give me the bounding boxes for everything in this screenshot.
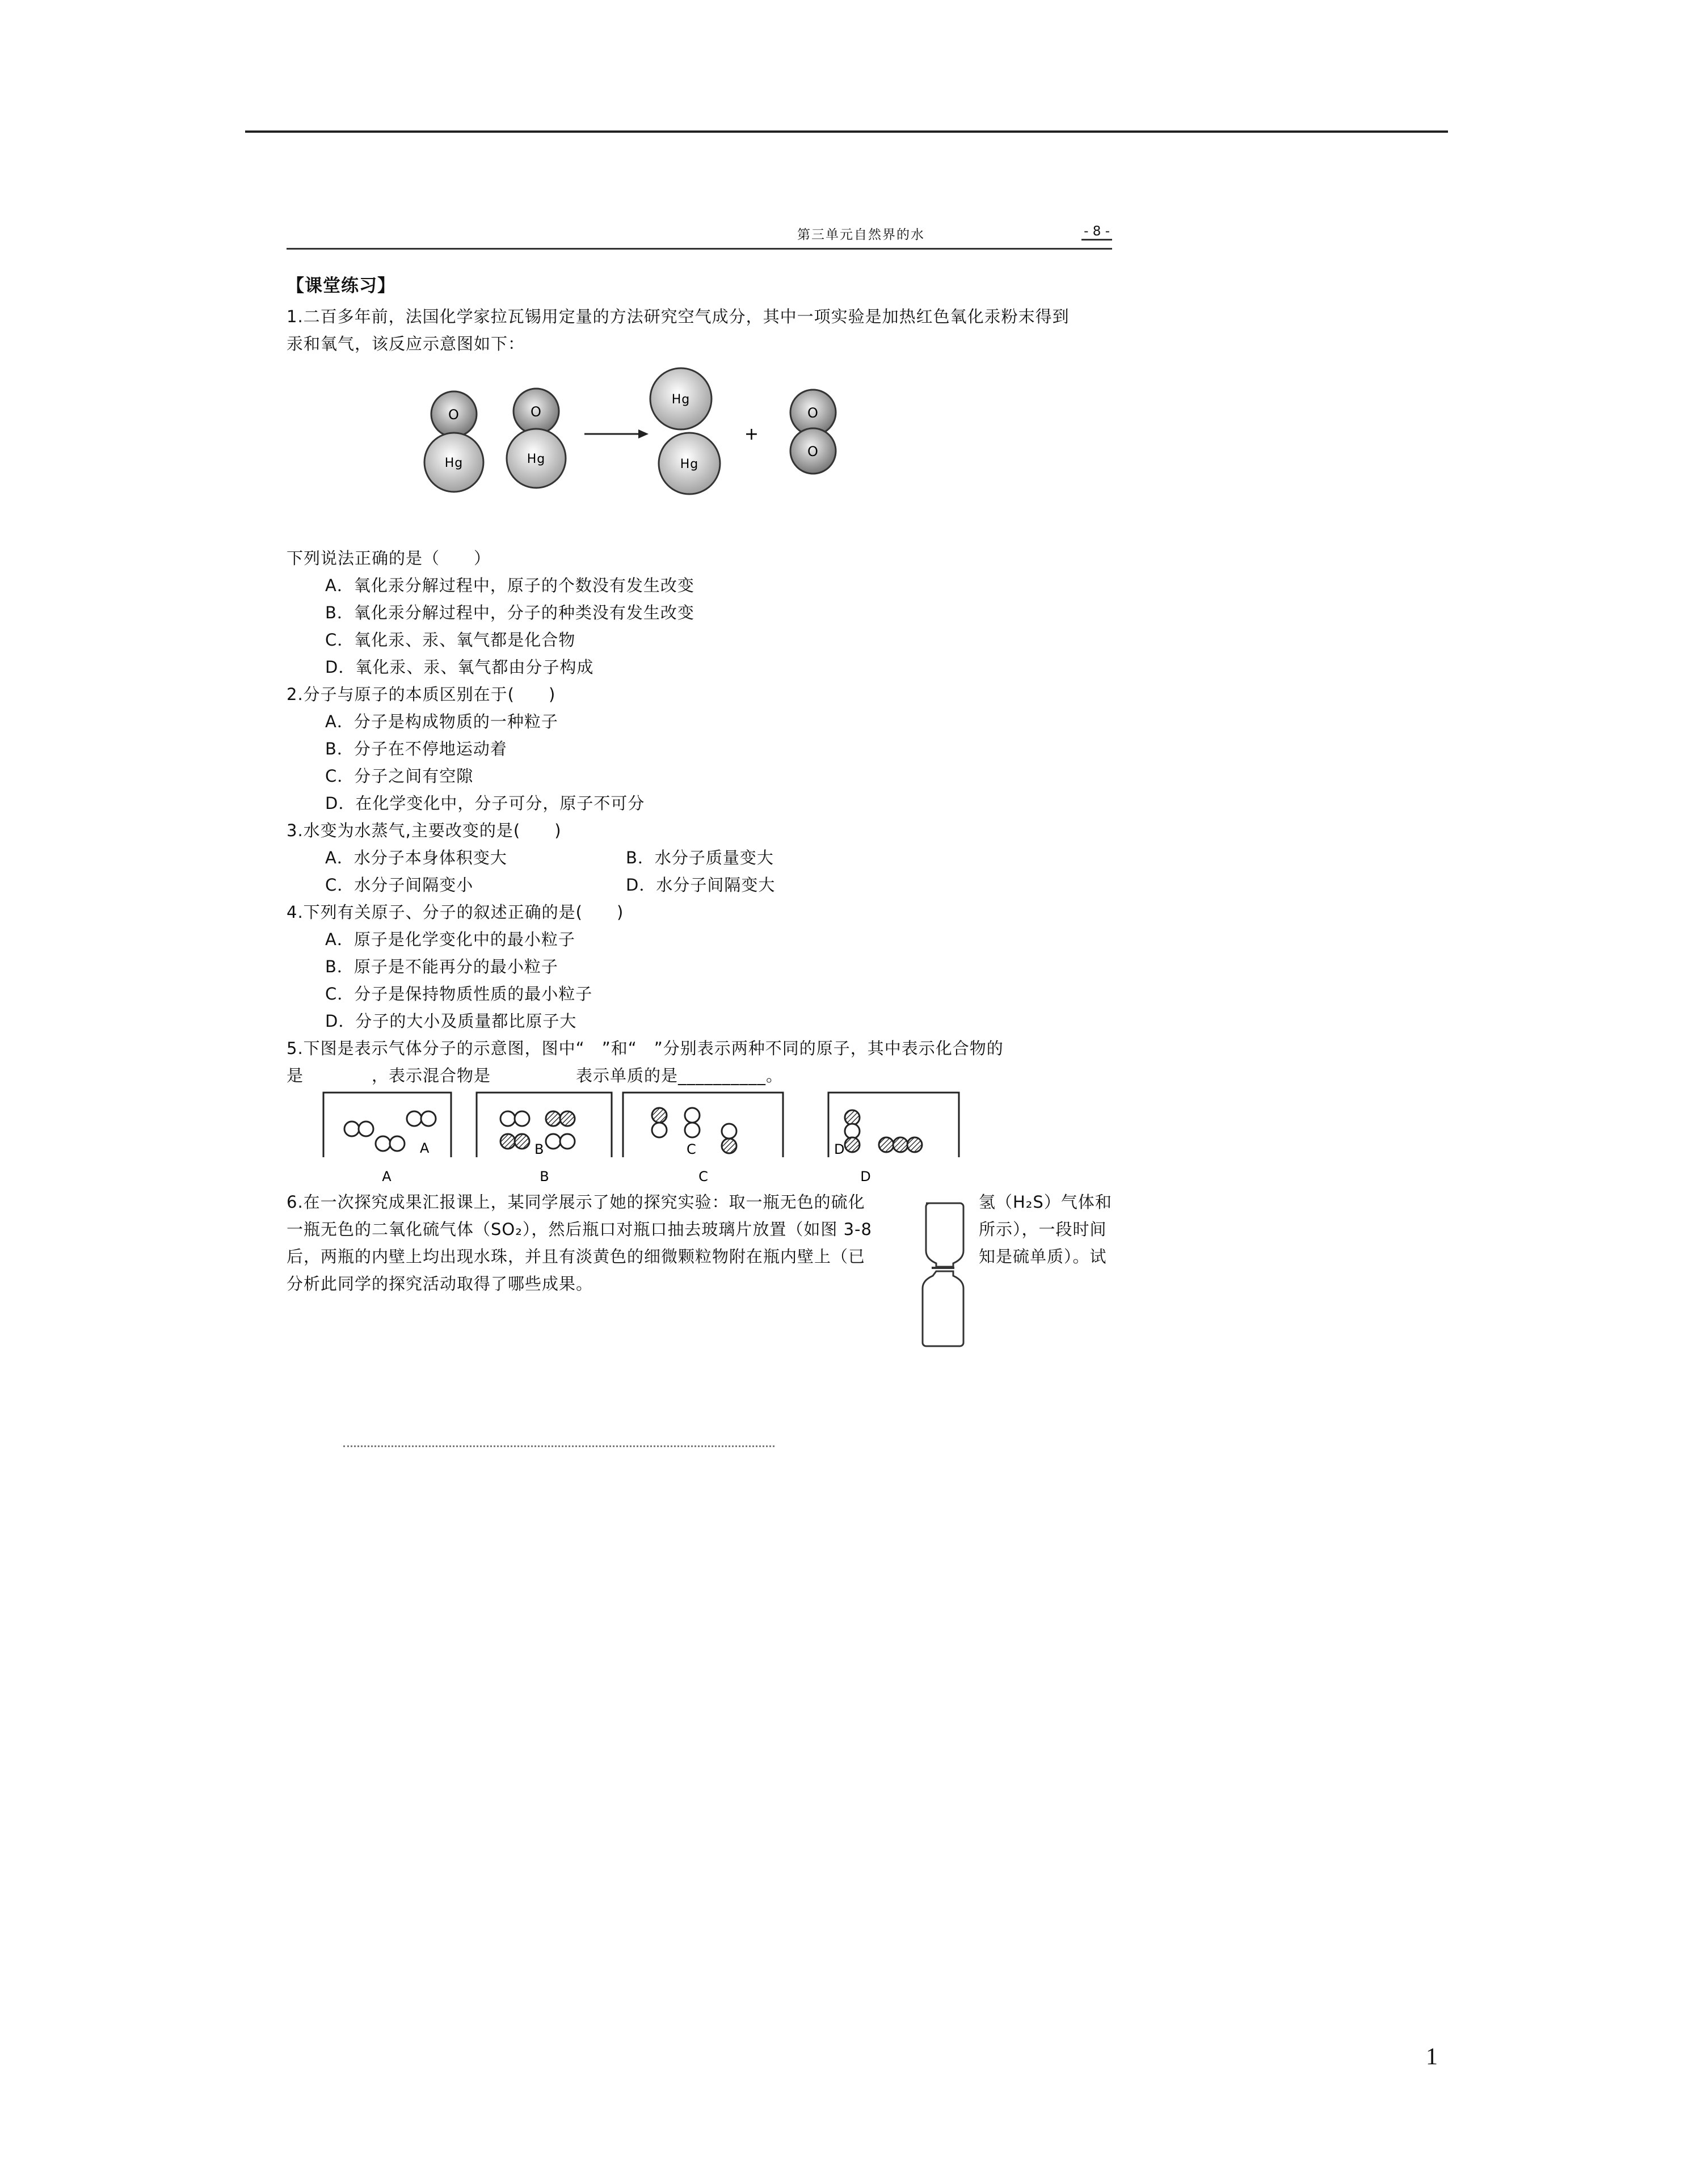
q1-option-d[interactable]: D．氧化汞、汞、氧气都由分子构成	[325, 657, 594, 677]
box-c-frame	[623, 1093, 783, 1157]
q6-line-2: 一瓶无色的二氧化硫气体（SO₂），然后瓶口对瓶口抽去玻璃片放置（如图 3-8	[287, 1220, 872, 1239]
upper-bottle	[926, 1203, 963, 1267]
o-atom-label: O	[807, 444, 819, 459]
question-4	[287, 899, 1115, 1035]
box-a-label: A	[420, 1140, 430, 1156]
hg-atom-label: Hg	[444, 456, 464, 470]
gas-bottles-figure	[919, 1199, 970, 1352]
q5-stem-line-2: 是 ，表示混合物是 表示单质的是__________。	[287, 1066, 784, 1085]
box-d-molecules	[845, 1110, 922, 1152]
running-header	[287, 224, 1112, 250]
q6-right-text	[979, 1188, 1118, 1270]
q5-stem-line-1: 5.下图是表示气体分子的示意图，图中“ ”和“ ”分别表示两种不同的原子，其中表示化合物的	[287, 1039, 1004, 1058]
exercise-content	[287, 272, 1115, 1325]
q2-option-b[interactable]: B．分子在不停地运动着	[325, 739, 507, 758]
question-5	[287, 1035, 1115, 1188]
faded-footer-line	[343, 1445, 774, 1447]
hg-atom-label: Hg	[671, 393, 691, 407]
question-6	[287, 1188, 1115, 1325]
gas-molecule-boxes	[312, 1089, 1004, 1188]
q3-option-a[interactable]: A．水分子本身体积变大	[325, 848, 507, 867]
o-atom-label: O	[807, 405, 819, 421]
q2-stem: 2.分子与原子的本质区别在于( )	[287, 685, 556, 704]
caption-d: D	[860, 1169, 872, 1184]
q1-option-c[interactable]: C．氧化汞、汞、氧气都是化合物	[325, 630, 576, 650]
reaction-diagram	[287, 357, 1115, 545]
q3-stem: 3.水变为水蒸气,主要改变的是( )	[287, 821, 562, 840]
q6-text	[287, 1188, 899, 1297]
q1-option-b[interactable]: B．氧化汞分解过程中，分子的种类没有发生改变	[325, 603, 694, 622]
gas-molecule-diagram	[287, 1089, 1115, 1188]
q1-stem-line-2: 汞和氧气，该反应示意图如下：	[287, 334, 525, 353]
plus-sign: +	[744, 424, 760, 444]
header-page-number: - 8 -	[1081, 224, 1112, 241]
page-top-rule	[245, 130, 1448, 133]
question-1	[287, 303, 1115, 681]
mercury-atoms	[650, 368, 720, 494]
mercury-oxide-decomposition-figure	[423, 366, 854, 547]
q3-option-b[interactable]: B．水分子质量变大	[626, 848, 774, 867]
oxygen-molecule	[790, 390, 836, 474]
q6-line-1: 6.在一次探究成果汇报课上，某同学展示了她的探究实验：取一瓶无色的硫化	[287, 1192, 865, 1212]
hg-atom-label: Hg	[680, 457, 699, 471]
q2-option-d[interactable]: D．在化学变化中，分子可分，原子不可分	[325, 794, 645, 813]
caption-a: A	[382, 1169, 392, 1184]
header-title: 第三单元自然界的水	[797, 227, 925, 242]
q6-right-line-1: 氢（H₂S）气体和	[979, 1192, 1112, 1212]
hgo-molecule-2	[507, 389, 566, 488]
o-atom-label: O	[448, 407, 460, 423]
q6-right-line-2: 所示），一段时间	[979, 1220, 1107, 1239]
q4-stem: 4.下列有关原子、分子的叙述正确的是( )	[287, 903, 624, 922]
q4-option-d[interactable]: D．分子的大小及质量都比原子大	[325, 1011, 577, 1031]
page-number: 1	[1426, 2044, 1438, 2070]
box-b-label: B	[534, 1141, 545, 1157]
q2-option-a[interactable]: A．分子是构成物质的一种粒子	[325, 712, 558, 731]
q1-stem-line-1: 1.二百多年前，法国化学家拉瓦锡用定量的方法研究空气成分，其中一项实验是加热红色氧化汞粉末得到	[287, 307, 1070, 326]
q3-option-d[interactable]: D．水分子间隔变大	[626, 875, 776, 895]
hg-atom-label: Hg	[527, 452, 546, 466]
q1-prompt: 下列说法正确的是（ ）	[287, 549, 491, 568]
q4-option-b[interactable]: B．原子是不能再分的最小粒子	[325, 957, 558, 976]
reaction-arrow	[584, 429, 649, 439]
q2-option-c[interactable]: C．分子之间有空隙	[325, 766, 474, 786]
section-title: 【课堂练习】	[287, 276, 395, 296]
box-d-label: D	[834, 1141, 845, 1157]
q6-line-4: 分析此同学的探究活动取得了哪些成果。	[287, 1274, 593, 1293]
q6-right-line-3: 知是硫单质）。试	[979, 1247, 1107, 1266]
o-atom-label: O	[531, 404, 542, 420]
q3-option-c[interactable]: C．水分子间隔变小	[325, 875, 474, 895]
question-3	[287, 817, 1115, 899]
caption-c: C	[698, 1169, 709, 1184]
hgo-molecule-1	[424, 391, 483, 492]
q4-option-c[interactable]: C．分子是保持物质性质的最小粒子	[325, 984, 593, 1004]
q4-option-a[interactable]: A．原子是化学变化中的最小粒子	[325, 930, 575, 949]
q6-line-3: 后，两瓶的内壁上均出现水珠，并且有淡黄色的细微颗粒物附在瓶内壁上（已	[287, 1247, 866, 1266]
box-c-label: C	[687, 1141, 697, 1157]
question-2	[287, 681, 1115, 817]
lower-bottle	[923, 1271, 963, 1346]
caption-b: B	[540, 1169, 550, 1184]
q1-option-a[interactable]: A．氧化汞分解过程中，原子的个数没有发生改变	[325, 576, 694, 595]
